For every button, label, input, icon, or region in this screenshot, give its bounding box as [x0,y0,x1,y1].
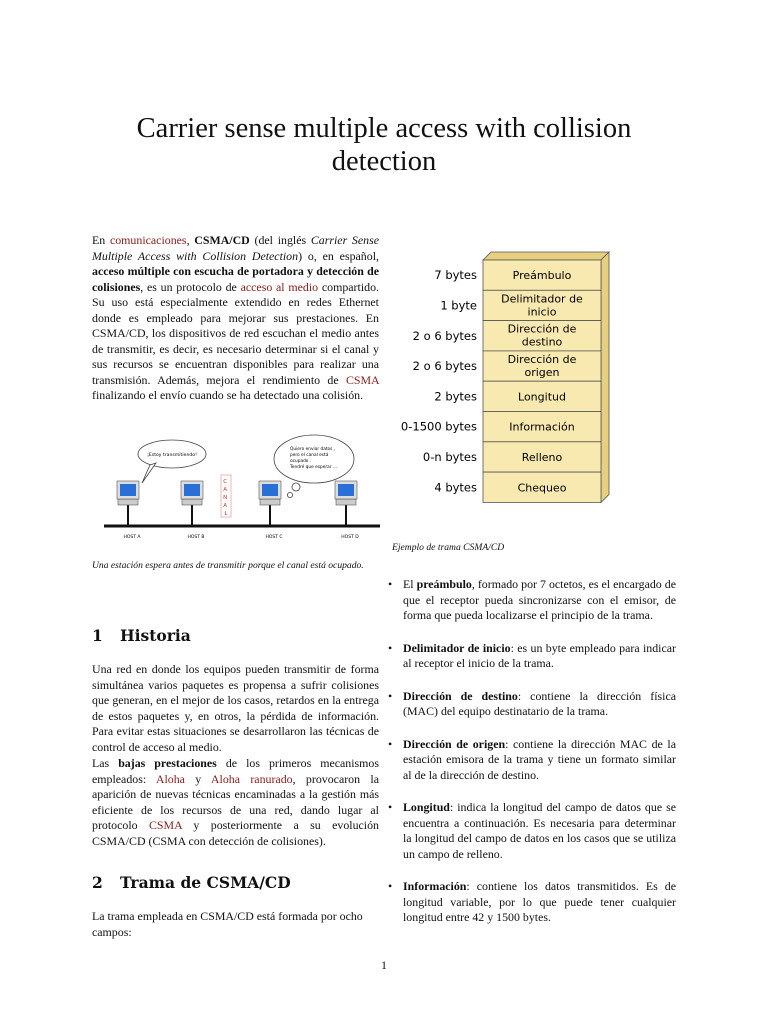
section-2-heading [92,873,291,892]
bullet-text: : contiene la dirección física (MAC) del equipo destinatario de la trama. [403,688,676,718]
bullet-text: El [403,577,417,591]
trama-paragraph: La trama empleada en CSMA/CD está formada por ocho campos: [92,909,363,939]
host-label: HOST C [265,535,283,540]
term-bajas-prestaciones: bajas prestaciones [118,756,217,770]
page-number: 1 [381,958,387,972]
page-title [60,112,708,178]
canal-letter: C [223,479,228,485]
section-number: 1 [92,626,103,645]
list-item [388,737,676,784]
network-caption: Una estación espera antes de transmitir porque el canal está ocupado. [92,560,364,571]
section-title: Historia [120,626,191,645]
frame-field-name: Dirección de destino [507,322,577,349]
canal-letter: A [223,487,228,493]
bullet-icon: • [388,800,393,814]
frame-bytes-label: 4 bytes [434,480,477,495]
paragraph-text: de los primeros mecanismos empleados: [92,756,380,786]
bubble-2-line: ocupado . [290,459,312,464]
bubble-2-line: Quiero enviar datos , [290,447,336,452]
speech-bubble-transmitting [138,440,206,483]
title-line-1: Carrier sense multiple access with collision [136,113,632,144]
bullet-icon: • [388,577,393,591]
frame-field-name: Relleno [521,450,563,464]
bullet-term: Delimitador de inicio [403,640,511,655]
section-1-heading [92,626,191,645]
canal-letter: A [223,503,228,509]
host-label: HOST B [187,535,205,540]
link-csma-2[interactable]: CSMA [148,818,183,832]
list-item [388,641,676,672]
paragraph-text: y [184,771,211,786]
frame-bytes-label: 0-n bytes [422,449,477,464]
bullet-text: : contiene la dirección MAC de la estación emisora de la trama y tiene un formato similar al de la dirección de destino. [403,736,676,782]
bubble-1-text: ¡Estoy transmitiendo! [147,453,197,458]
paragraph-text: y posteriormente a su evolución CSMA/CD (CSMA con detección de colisiones). [92,818,379,848]
computer-icon [335,481,359,540]
frame-bytes-label: 2 o 6 bytes [412,328,477,343]
link-comunicaciones[interactable]: comunicaciones [109,233,187,247]
list-item [388,689,676,720]
frame-fields-list [388,577,676,926]
historia-paragraph-2 [92,756,379,849]
computer-icon [117,481,141,540]
frame-field-name: Chequeo [517,481,567,495]
intro-text: compartido. Su uso está especialmente extendido en redes Ethernet donde es empleado para mejorar sus prestaciones. En CSMA/CD, los dispositivos de red escuchan el medio antes de transmitir, es decir, es necesario determinar si el canal y sus recursos se encuentran disponibles para realizar una transmisión. Además, mejora el rendimiento de [92,279,379,387]
list-item [388,800,676,862]
frame-field-name: Longitud [518,390,566,404]
spanish-name: acceso múltiple con escucha de portadora y detección de colisiones [92,264,379,294]
intro-text: ) o, en español, [298,248,379,263]
bullet-icon: • [388,879,393,893]
frame-side-face [601,252,609,502]
computer-icon [181,481,205,540]
intro-text: (del inglés [249,233,311,247]
bullet-text: : contiene los datos transmitidos. Es de longitud variable, por lo que puede tener cualquier longitud entre 42 y 1500 bytes. [403,879,676,924]
intro-text: finalizando el envío cuando se ha detectado una colisión. [92,388,364,402]
canal-letter: N [223,495,228,501]
frame-field-name: Preámbulo [512,269,572,283]
bullet-icon: • [388,688,393,703]
bullet-text: : indica la longitud del campo de datos que se encuentra a continuación. Es necesaria para determinar la longitud del campo de datos en los casos que se utiliza un campo de relleno. [403,800,676,861]
bullet-term: Dirección de origen [403,736,506,751]
list-item [388,577,676,624]
title-line-2: detection [331,146,437,177]
bullet-term: Longitud [403,800,450,814]
section-title: Trama de CSMA/CD [120,873,291,892]
historia-paragraph-1: Una red en donde los equipos pueden transmitir de forma simultánea varios paquetes es propensa a sufrir colisiones que generan, en el mejor de los casos, retardos en la entrega de estos paquetes y, en otros, la pérdida de información. Para evitar estas situaciones se desarrollaron las técnicas de control de acceso al medio. [92,662,379,754]
bullet-icon: • [388,736,393,751]
list-item [388,879,676,926]
frame-top-face [483,252,609,260]
link-aloha-ranurado[interactable]: Aloha ranurado [210,771,293,786]
host-label: HOST A [123,535,141,540]
frame-field-name: Dirección de origen [507,352,577,379]
section-number: 2 [92,873,103,892]
bullet-term: Información [403,879,467,893]
frame-bytes-label: 2 bytes [434,389,477,404]
frame-field-name: Delimitador de inicio [501,292,583,319]
intro-paragraph [92,233,379,404]
english-name: Carrier Sense Multiple Access with Collision Detection [92,233,380,263]
link-acceso-al-medio[interactable]: acceso al medio [240,279,319,294]
host-label: HOST D [341,535,359,540]
canal-letter: L [224,511,228,517]
intro-text: , [186,233,195,247]
bubble-2-line: pero el canal está [290,453,329,458]
network-illustration [100,425,382,547]
bullet-term: Dirección de destino [403,688,518,703]
bubble-2-line: Tendré que esperar ... [290,465,338,470]
paragraph-text: Las [92,756,119,770]
link-csma[interactable]: CSMA [345,372,379,387]
frame-bytes-label: 7 bytes [434,268,477,283]
canal-label [221,475,231,517]
term-csmacd: CSMA/CD [194,233,250,247]
bullet-text: : es un byte empleado para indicar al receptor el inicio de la trama. [403,640,676,670]
intro-text: En [92,233,110,247]
bullet-term: preámbulo [416,577,472,591]
frame-field-name: Información [509,420,575,434]
frame-bytes-label: 2 o 6 bytes [412,359,477,374]
intro-text: , es un protocolo de [140,279,241,294]
paragraph-text: , provocaron la aparición de nuevas técnicas encaminadas a la gestión más eficiente de los recursos de una red, dando lugar al protocolo [92,771,379,832]
intro-column [92,233,379,404]
frame-bytes-label: 0-1500 bytes [400,419,477,434]
frame-caption: Ejemplo de trama CSMA/CD [392,542,505,553]
frame-bytes-label: 1 byte [440,298,477,313]
bullet-text: , formado por 7 octetos, es el encargado de que el receptor pueda sincronizarse con el emisor, de forma que pueda localizarse el principio de la trama. [403,577,676,622]
frame-diagram [392,250,642,512]
link-aloha[interactable]: Aloha [155,771,185,786]
bullet-icon: • [388,640,393,655]
computer-icon [259,481,283,540]
